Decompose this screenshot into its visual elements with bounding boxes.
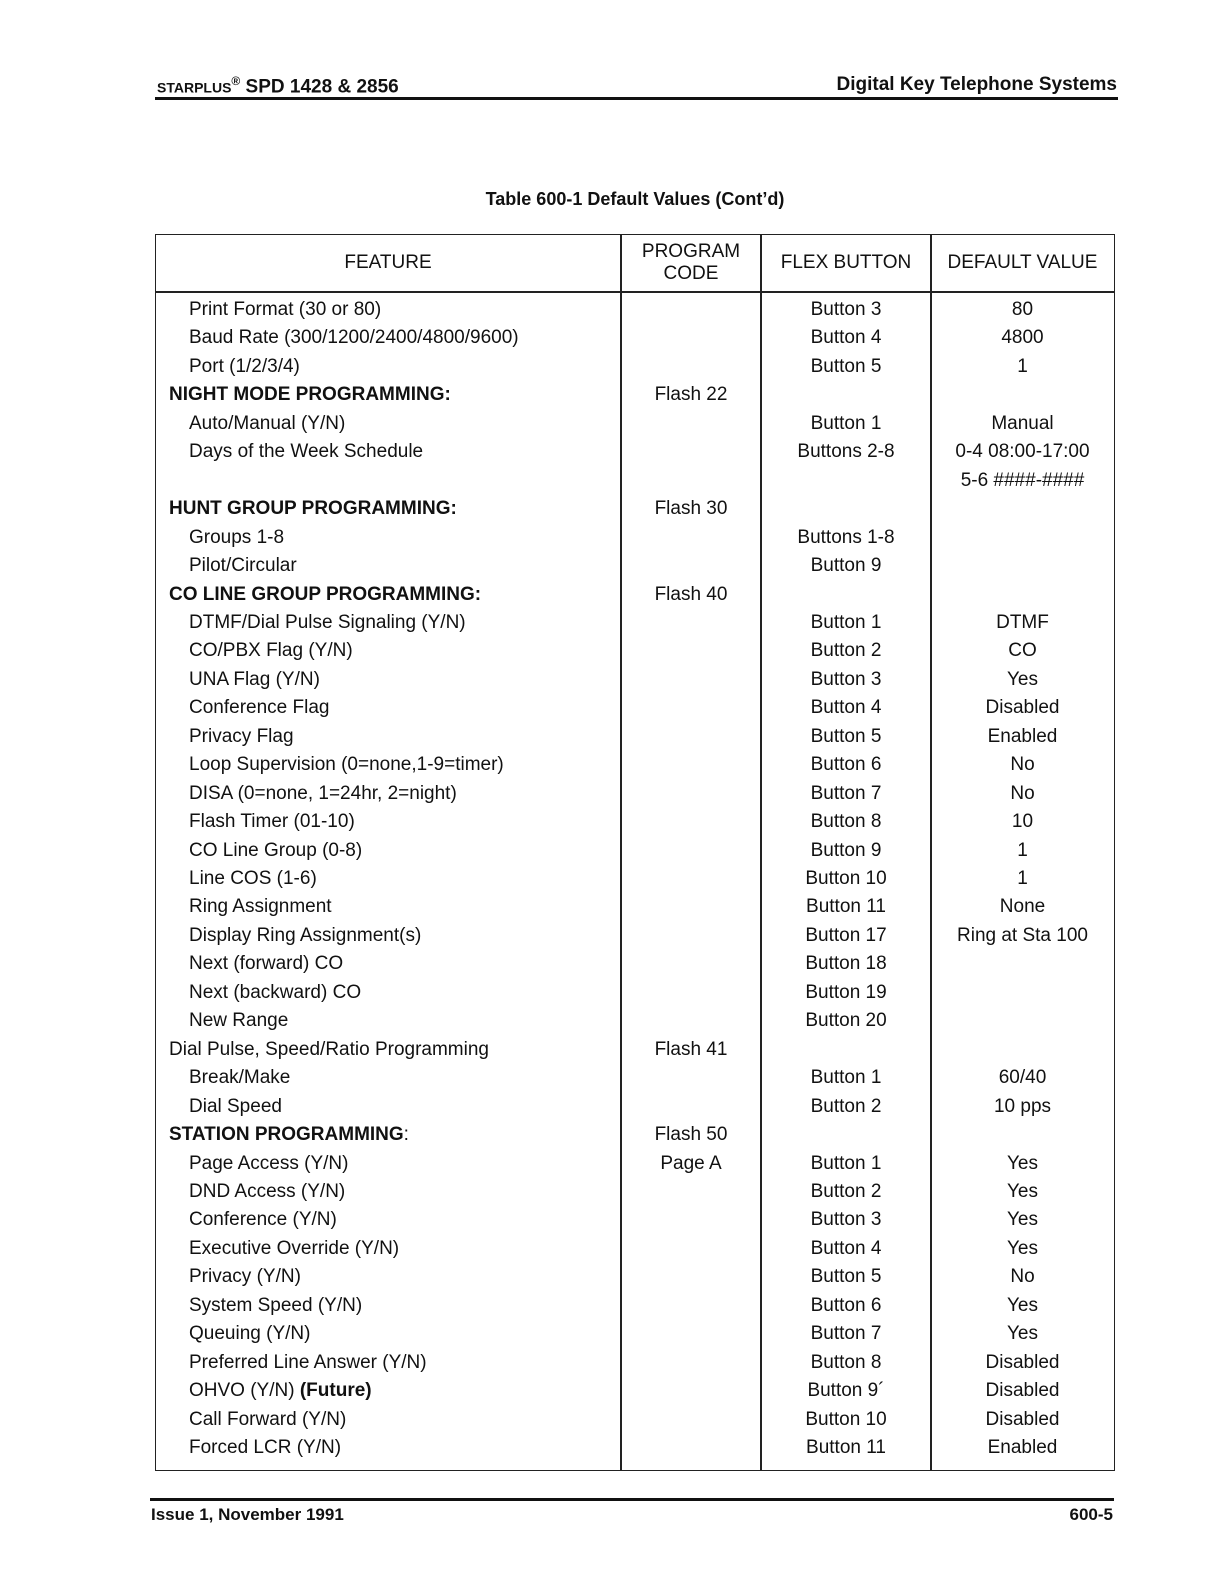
feature-text: Page Access (Y/N) <box>189 1152 349 1174</box>
flex-button-cell: Button 17 <box>805 924 887 946</box>
feature-cell <box>189 666 320 694</box>
flex-button-cell: Button 8 <box>810 811 882 833</box>
table-caption: Table 600-1 Default Values (Cont’d) <box>485 189 785 209</box>
table-row <box>156 666 1114 694</box>
table-row <box>156 950 1114 978</box>
default-value-cell: 60/40 <box>998 1067 1047 1089</box>
feature-cell <box>189 1292 362 1320</box>
default-value-cell: Disabled <box>985 1351 1060 1373</box>
column-header-default-value: DEFAULT VALUE <box>947 252 1098 273</box>
default-value-cell: Yes <box>1007 1237 1038 1259</box>
feature-cell <box>169 1036 489 1064</box>
flex-button-cell: Button 8 <box>810 1351 882 1373</box>
flex-button-cell: Button 5 <box>810 725 882 747</box>
flex-button-cell: Button 9 <box>810 839 882 861</box>
feature-cell <box>189 609 466 637</box>
feature-text: Flash Timer (01-10) <box>189 811 355 833</box>
flex-button-cell: Button 2 <box>810 640 882 662</box>
table-row <box>156 1235 1114 1263</box>
header-divider <box>156 291 1114 293</box>
table-row <box>156 1263 1114 1291</box>
flex-button-cell: Button 4 <box>810 327 882 349</box>
table-row <box>156 1292 1114 1320</box>
table-row <box>156 1150 1114 1178</box>
default-value-cell: Yes <box>1007 1323 1038 1345</box>
default-value-cell: Disabled <box>985 1408 1060 1430</box>
feature-text: Conference Flag <box>189 697 330 719</box>
table-row <box>156 296 1114 324</box>
table-row <box>156 808 1114 836</box>
default-value-cell: No <box>1010 782 1035 804</box>
feature-text: DND Access (Y/N) <box>189 1180 346 1202</box>
table-row <box>156 1349 1114 1377</box>
feature-cell <box>189 694 329 722</box>
feature-text: Days of the Week Schedule <box>189 441 424 463</box>
default-value-cell: 1 <box>1017 868 1028 889</box>
feature-text: HUNT GROUP PROGRAMMING: <box>169 498 457 520</box>
table-row <box>156 922 1114 950</box>
footer-rule <box>150 1498 1114 1501</box>
feature-cell <box>189 1434 341 1462</box>
feature-text: Dial Speed <box>189 1095 282 1117</box>
default-value-cell: 10 pps <box>993 1095 1052 1117</box>
table-row <box>156 552 1114 580</box>
flex-button-cell: Button 1 <box>810 1152 882 1174</box>
feature-cell <box>189 723 294 751</box>
table-row <box>156 837 1114 865</box>
feature-cell <box>189 1377 372 1405</box>
feature-cell <box>189 1093 282 1121</box>
feature-text: Next (backward) CO <box>189 981 362 1003</box>
flex-button-cell: Button 10 <box>805 1408 887 1430</box>
default-value-cell: CO <box>1008 640 1037 662</box>
feature-text: Display Ring Assignment(s) <box>189 924 422 946</box>
feature-cell <box>189 950 343 978</box>
feature-text: Loop Supervision (0=none,1-9=timer) <box>189 754 504 776</box>
flex-button-cell: Button 9 <box>810 555 882 577</box>
feature-text: CO/PBX Flag (Y/N) <box>189 640 353 662</box>
default-value-cell: No <box>1010 1266 1035 1288</box>
flex-button-cell: Button 2 <box>810 1180 882 1202</box>
table-section-row <box>156 381 1114 409</box>
table-row <box>156 780 1114 808</box>
feature-cell <box>189 1320 310 1348</box>
flex-button-cell: Button 6 <box>810 1294 882 1316</box>
model-name: SPD 1428 & 2856 <box>245 76 399 98</box>
table-row <box>156 1206 1114 1234</box>
running-header-title <box>157 74 399 98</box>
flex-button-cell: Button 19 <box>805 981 887 1003</box>
feature-text: CO Line Group (0-8) <box>189 839 363 861</box>
feature-text: Baud Rate (300/1200/2400/4800/9600) <box>189 327 519 349</box>
flex-button-cell: Button 6 <box>810 754 882 776</box>
flex-button-cell: Button 5 <box>810 355 882 377</box>
default-value-cell: Disabled <box>985 1380 1060 1402</box>
default-value-cell: 1 <box>1017 839 1028 861</box>
registered-mark: ® <box>231 74 241 88</box>
program-code-cell: Flash 50 <box>654 1124 728 1146</box>
feature-text: Executive Override (Y/N) <box>189 1237 400 1259</box>
table-row <box>156 979 1114 1007</box>
feature-text: System Speed (Y/N) <box>189 1294 363 1316</box>
feature-cell <box>189 1206 337 1234</box>
table-row <box>156 609 1114 637</box>
feature-cell <box>189 1406 346 1434</box>
feature-cell <box>189 637 353 665</box>
table-row <box>156 1093 1114 1121</box>
default-value-cell: 0-4 08:00-17:00 <box>955 441 1090 463</box>
default-value-cell: Yes <box>1007 1294 1038 1316</box>
default-value-cell: Yes <box>1007 1152 1038 1174</box>
feature-cell <box>169 381 451 409</box>
feature-text: Forced LCR (Y/N) <box>189 1437 342 1458</box>
flex-button-cell: Button 18 <box>805 953 887 975</box>
flex-button-cell: Button 11 <box>806 896 886 918</box>
table-row <box>156 1178 1114 1206</box>
feature-cell <box>189 893 332 921</box>
feature-cell <box>189 1349 427 1377</box>
feature-cell <box>189 1007 288 1035</box>
feature-text: Auto/Manual (Y/N) <box>189 412 346 434</box>
feature-text: UNA Flag (Y/N) <box>189 668 320 690</box>
feature-cell <box>189 296 381 324</box>
feature-text: CO LINE GROUP PROGRAMMING: <box>169 583 482 605</box>
program-code-cell: Flash 40 <box>654 583 728 605</box>
default-value-cell: 5-6 ####-#### <box>960 469 1085 491</box>
header-rule <box>155 97 1118 100</box>
feature-text: Groups 1-8 <box>189 526 285 548</box>
flex-button-cell: Button 1 <box>810 412 882 434</box>
flex-button-cell: Button 1 <box>810 611 882 633</box>
feature-cell <box>189 979 361 1007</box>
feature-text: NIGHT MODE PROGRAMMING: <box>169 384 451 406</box>
flex-button-cell: Button 7 <box>810 1323 882 1345</box>
column-header-feature: FEATURE <box>344 252 432 273</box>
feature-cell <box>189 1178 345 1206</box>
table-section-row <box>156 581 1114 609</box>
column-header-program-code: PROGRAM CODE <box>641 241 741 284</box>
default-value-cell: 4800 <box>1001 327 1044 349</box>
table-row <box>156 1377 1114 1405</box>
table-section-row <box>156 495 1114 523</box>
feature-cell <box>189 552 297 580</box>
flex-button-cell: Button 11 <box>806 1437 886 1458</box>
flex-button-cell: Button 1 <box>810 1067 882 1089</box>
feature-cell <box>189 837 362 865</box>
flex-button-cell: Button 10 <box>805 868 887 889</box>
program-code-cell: Flash 41 <box>654 1038 728 1060</box>
table-row <box>156 1406 1114 1434</box>
feature-suffix: (Future) <box>294 1380 372 1402</box>
feature-text: Conference (Y/N) <box>189 1209 337 1231</box>
table-row <box>156 410 1114 438</box>
flex-button-cell: Button 2 <box>810 1095 882 1117</box>
feature-text: Next (forward) CO <box>189 953 344 975</box>
default-value-cell: 80 <box>1011 299 1034 320</box>
table-section-row <box>156 1036 1114 1064</box>
default-value-cell: No <box>1010 754 1035 776</box>
feature-cell <box>189 1064 290 1092</box>
feature-cell <box>189 324 519 352</box>
brand-name: STARPLUS <box>157 79 232 96</box>
default-value-cell: Ring at Sta 100 <box>957 924 1088 946</box>
feature-text: Queuing (Y/N) <box>189 1323 311 1345</box>
table-section-row <box>156 1121 1114 1149</box>
flex-button-cell: Button 20 <box>805 1010 887 1032</box>
feature-suffix: : <box>403 1124 409 1146</box>
table-row <box>156 324 1114 352</box>
footer-page-number: 600-5 <box>1069 1505 1113 1524</box>
feature-cell <box>189 1263 301 1291</box>
program-code-cell: Page A <box>660 1152 722 1174</box>
running-header-right: Digital Key Telephone Systems <box>836 74 1117 95</box>
table-row <box>156 865 1114 893</box>
flex-button-cell: Button 3 <box>810 1209 882 1231</box>
feature-text: Pilot/Circular <box>189 555 297 577</box>
default-value-cell: Yes <box>1007 668 1038 690</box>
feature-text: OHVO (Y/N) <box>189 1380 295 1402</box>
program-code-cell: Flash 30 <box>654 498 728 520</box>
feature-cell <box>189 1150 348 1178</box>
feature-text: Call Forward (Y/N) <box>189 1408 347 1430</box>
default-value-cell: Yes <box>1007 1180 1038 1202</box>
default-value-cell: None <box>999 896 1046 918</box>
feature-cell <box>169 495 457 523</box>
flex-button-cell: Button 9´ <box>807 1380 885 1402</box>
default-value-cell: 10 <box>1011 811 1034 833</box>
default-value-cell: Disabled <box>985 697 1060 719</box>
table-row <box>156 1434 1114 1462</box>
feature-cell <box>189 410 345 438</box>
feature-text: STATION PROGRAMMING <box>169 1124 404 1146</box>
table-row <box>156 353 1114 381</box>
feature-cell <box>189 1235 399 1263</box>
feature-text: New Range <box>189 1010 289 1032</box>
feature-cell <box>169 581 481 609</box>
default-value-cell: 1 <box>1017 355 1028 377</box>
flex-button-cell: Button 3 <box>810 668 882 690</box>
feature-text: DISA (0=none, 1=24hr, 2=night) <box>189 782 457 804</box>
feature-text: Preferred Line Answer (Y/N) <box>189 1351 427 1373</box>
feature-cell <box>189 808 355 836</box>
feature-text: Privacy (Y/N) <box>189 1266 301 1288</box>
table-row <box>156 1320 1114 1348</box>
default-value-cell: Enabled <box>987 725 1058 747</box>
table-row <box>156 637 1114 665</box>
table-row <box>156 524 1114 552</box>
feature-cell <box>169 1121 409 1149</box>
default-values-table <box>155 234 1115 1471</box>
feature-text: Privacy Flag <box>189 725 294 747</box>
table-row <box>156 723 1114 751</box>
default-value-cell: Enabled <box>987 1437 1058 1458</box>
flex-button-cell: Button 4 <box>810 1237 882 1259</box>
table-row <box>156 1064 1114 1092</box>
feature-text: Print Format (30 or 80) <box>189 299 382 320</box>
feature-cell <box>189 922 421 950</box>
default-value-cell: Yes <box>1007 1209 1038 1231</box>
default-value-cell: Manual <box>991 412 1054 434</box>
flex-button-cell: Button 7 <box>810 782 882 804</box>
feature-text: Ring Assignment <box>189 896 332 918</box>
table-row <box>156 467 1114 495</box>
table-row <box>156 1007 1114 1035</box>
table-row <box>156 438 1114 466</box>
program-code-cell: Flash 22 <box>654 384 728 406</box>
default-value-cell: DTMF <box>996 611 1049 633</box>
table-row <box>156 694 1114 722</box>
flex-button-cell: Button 4 <box>810 697 882 719</box>
feature-text: Dial Pulse, Speed/Ratio Programming <box>169 1038 489 1060</box>
footer-issue: Issue 1, November 1991 <box>151 1505 344 1524</box>
feature-cell <box>189 780 457 808</box>
flex-button-cell: Button 5 <box>810 1266 882 1288</box>
feature-cell <box>189 353 300 381</box>
table-row <box>156 751 1114 779</box>
flex-button-cell: Buttons 1-8 <box>797 526 895 548</box>
feature-text: Break/Make <box>189 1067 291 1089</box>
flex-button-cell: Buttons 2-8 <box>797 441 895 463</box>
feature-text: Line COS (1-6) <box>189 868 317 889</box>
feature-text: DTMF/Dial Pulse Signaling (Y/N) <box>189 611 466 633</box>
column-header-flex-button: FLEX BUTTON <box>780 252 912 273</box>
feature-cell <box>189 438 423 466</box>
feature-cell <box>189 865 317 893</box>
feature-cell <box>189 524 284 552</box>
flex-button-cell: Button 3 <box>810 299 882 320</box>
feature-text: Port (1/2/3/4) <box>189 355 300 377</box>
table-row <box>156 893 1114 921</box>
feature-cell <box>189 751 504 779</box>
